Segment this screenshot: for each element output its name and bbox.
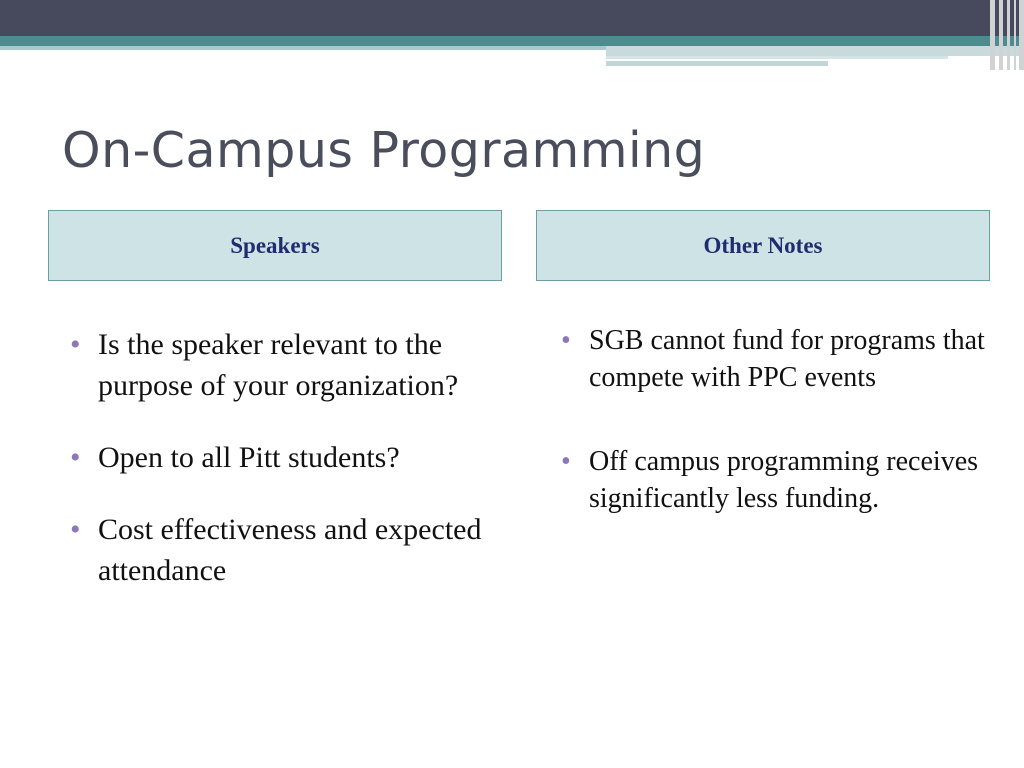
- list-item: [561, 322, 1001, 396]
- speakers-header-box: [48, 210, 502, 281]
- speakers-header-label: Speakers: [230, 232, 320, 258]
- slide-title: On-Campus Programming: [62, 122, 706, 179]
- other-notes-header-box: [536, 210, 990, 281]
- bullet-text: Off campus programming receives significantly less funding.: [589, 446, 979, 514]
- bullet-icon: •: [70, 328, 81, 361]
- bullet-icon: •: [561, 446, 571, 477]
- light-teal-stripe: [0, 46, 606, 50]
- bullet-icon: •: [70, 513, 81, 546]
- right-accent-stripe: [606, 46, 1024, 56]
- bullet-icon: •: [561, 325, 571, 356]
- list-item: [561, 443, 1001, 517]
- bullet-text: Open to all Pitt students?: [98, 441, 400, 474]
- bullet-text: Cost effectiveness and expected attendance: [98, 513, 482, 587]
- other-notes-bullet-list: [561, 322, 1001, 564]
- right-thin-stripe: [606, 56, 948, 59]
- right-short-stripe: [606, 61, 828, 66]
- speakers-bullet-list: [70, 324, 500, 622]
- other-notes-header-label: Other Notes: [703, 232, 823, 258]
- list-item: [70, 437, 500, 478]
- list-item: [70, 324, 500, 406]
- bullet-text: Is the speaker relevant to the purpose of your organization?: [98, 328, 459, 402]
- vertical-stripes-decoration: [990, 0, 1024, 70]
- bullet-icon: •: [70, 441, 81, 474]
- bullet-text: SGB cannot fund for programs that compete with PPC events: [589, 325, 985, 393]
- top-decorative-bar: [0, 0, 1024, 36]
- list-item: [70, 509, 500, 591]
- teal-accent-stripe: [0, 36, 1024, 46]
